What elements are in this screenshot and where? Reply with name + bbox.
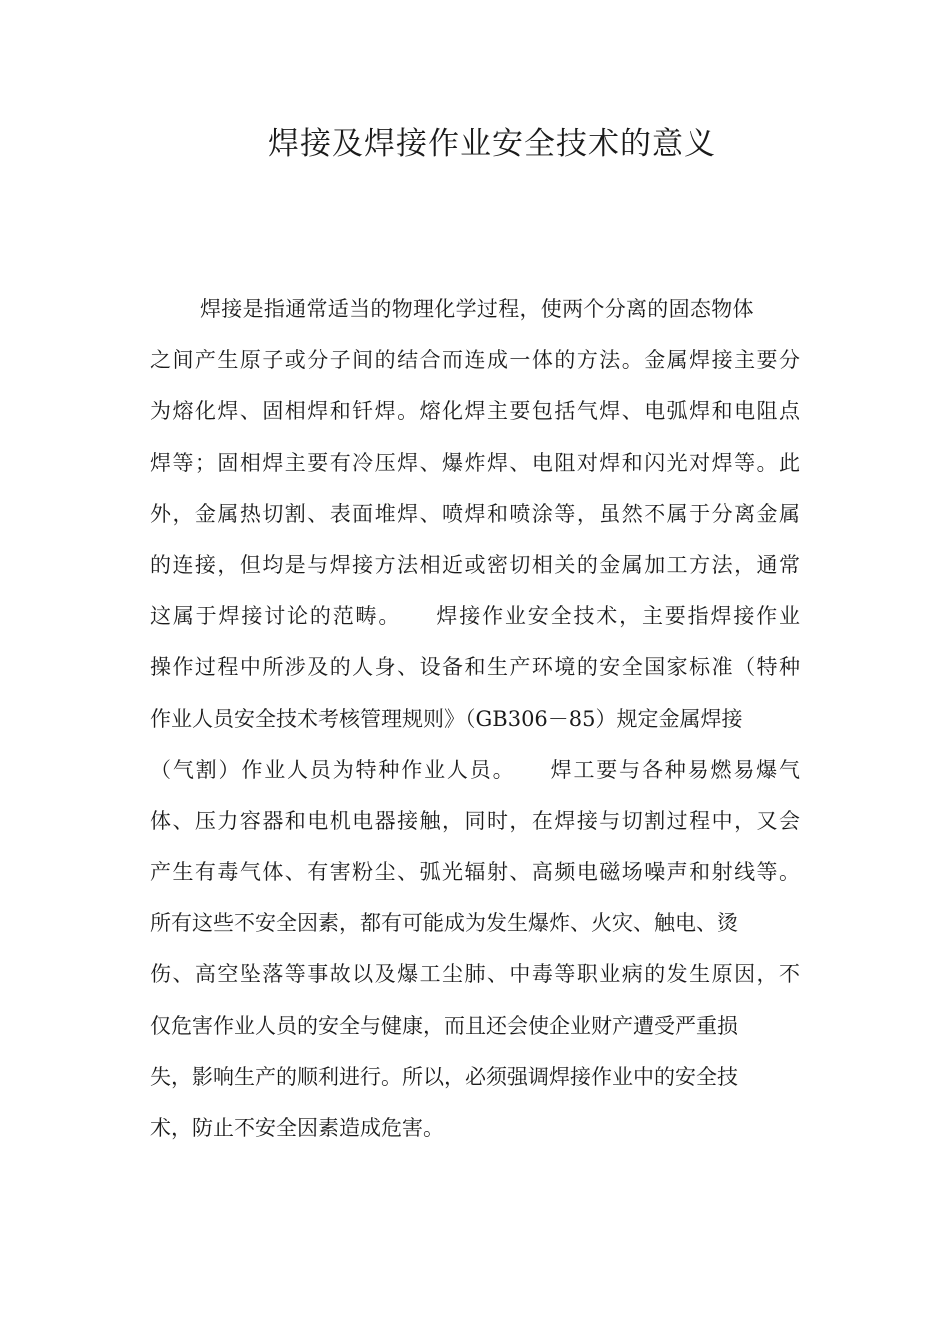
body-line: 操作过程中所涉及的人身、设备和生产环境的安全国家标准（特种: [150, 655, 800, 680]
body-line: 产生有毒气体、有害粉尘、弧光辐射、高频电磁场噪声和射线等。: [150, 860, 800, 885]
body-line: 体、压力容器和电机电器接触，同时，在焊接与切割过程中，又会: [150, 808, 800, 833]
body-line: 这属于焊接讨论的范畴。 焊接作业安全技术，主要指焊接作业: [150, 604, 800, 629]
body-line: 所有这些不安全因素，都有可能成为发生爆炸、火灾、触电、烫: [150, 911, 738, 936]
body-line: 外，金属热切割、表面堆焊、喷焊和喷涂等，虽然不属于分离金属: [150, 501, 800, 526]
document-body: [150, 284, 800, 1154]
body-line: 焊接是指通常适当的物理化学过程，使两个分离的固态物体: [200, 297, 754, 321]
body-line: 为熔化焊、固相焊和钎焊。熔化焊主要包括气焊、电弧焊和电阻点: [150, 399, 800, 424]
body-line: 的连接，但均是与焊接方法相近或密切相关的金属加工方法，通常: [150, 552, 800, 577]
body-line: 作业人员安全技术考核管理规则》（GB306－85）规定金属焊接: [150, 706, 743, 731]
body-line: 焊等；固相焊主要有冷压焊、爆炸焊、电阻对焊和闪光对焊等。此: [150, 450, 800, 475]
body-line: 伤、高空坠落等事故以及爆工尘肺、中毒等职业病的发生原因，不: [150, 962, 800, 987]
body-line: （气割）作业人员为特种作业人员。 焊工要与各种易燃易爆气: [150, 757, 800, 782]
document-title: 焊接及焊接作业安全技术的意义: [268, 126, 716, 162]
body-line: 失，影响生产的顺利进行。所以，必须强调焊接作业中的安全技: [150, 1064, 738, 1089]
body-line: 仅危害作业人员的安全与健康，而且还会使企业财产遭受严重损: [150, 1013, 738, 1038]
body-line: 之间产生原子或分子间的结合而连成一体的方法。金属焊接主要分: [150, 348, 800, 373]
body-line: 术，防止不安全因素造成危害。: [150, 1116, 444, 1140]
